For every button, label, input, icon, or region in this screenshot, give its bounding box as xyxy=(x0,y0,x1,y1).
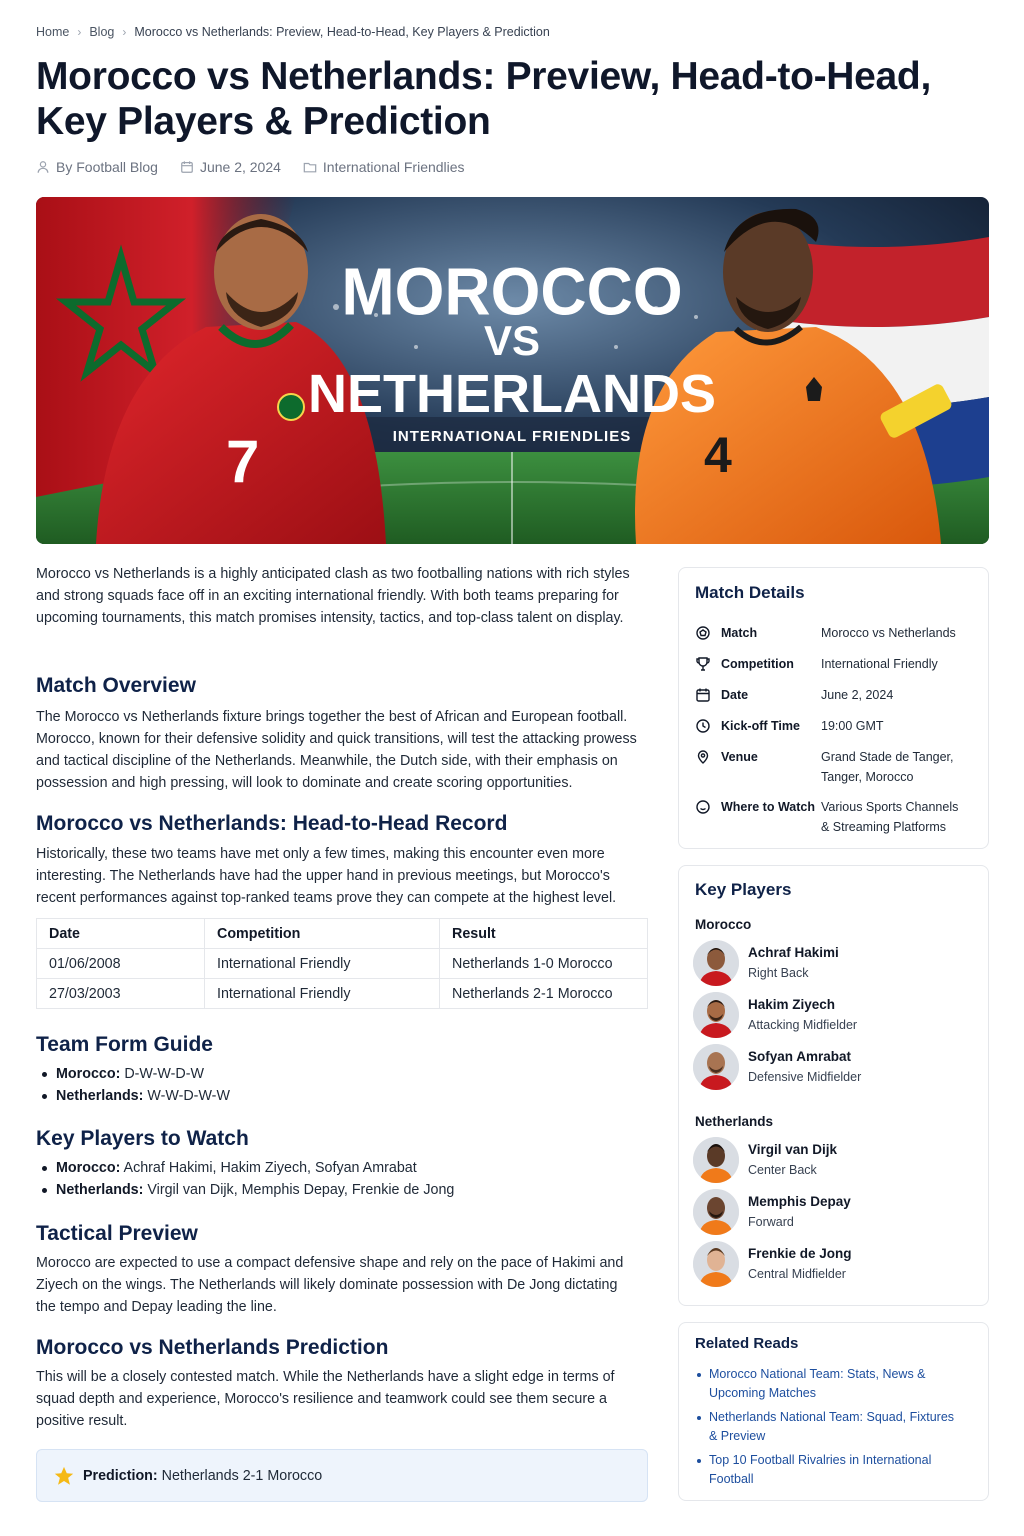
meta-author-text: By Football Blog xyxy=(56,159,158,175)
calendar-icon xyxy=(180,160,194,174)
related-reads-title: Related Reads xyxy=(695,1335,799,1352)
player-role: Central Midfielder xyxy=(748,1267,846,1281)
h2h-table xyxy=(36,918,648,1009)
hero-title-netherlands: NETHERLANDS xyxy=(307,364,717,424)
h2h-paragraph: Historically, these two teams have met only a few times, making this encounter even more interesting. The Netherlands have had the upper hand in previous meetings, but Morocco's recent performances against top-ranked teams prove they can compete at the highest level. xyxy=(36,846,617,906)
players-team-label: Morocco: xyxy=(56,1160,121,1176)
players-team-label: Netherlands: xyxy=(56,1182,144,1198)
heading-key-players-to-watch: Key Players to Watch xyxy=(36,1127,249,1150)
table-row xyxy=(37,949,648,979)
player-role: Defensive Midfielder xyxy=(748,1070,862,1084)
list-item xyxy=(42,1157,454,1179)
detail-value: Various Sports Channels & Streaming Platforms xyxy=(821,800,959,834)
detail-label: Venue xyxy=(721,750,758,764)
table-cell: International Friendly xyxy=(205,979,440,1009)
player-name: Memphis Depay xyxy=(748,1194,851,1209)
hero-title-morocco: MOROCCO xyxy=(341,254,683,329)
meta-category-text: International Friendlies xyxy=(322,159,465,175)
hero-title-vs: VS xyxy=(483,317,541,364)
form-value: D-W-W-D-W xyxy=(120,1066,204,1082)
heading-team-form: Team Form Guide xyxy=(36,1033,213,1056)
match-details-card xyxy=(678,567,989,849)
table-cell: 01/06/2008 xyxy=(37,949,205,979)
meta-category[interactable] xyxy=(303,159,465,175)
detail-label: Where to Watch xyxy=(721,800,815,814)
football-icon xyxy=(695,625,711,641)
meta-author xyxy=(36,159,158,175)
breadcrumb-current: Morocco vs Netherlands: Preview, Head-to-Head, Key Players & Prediction xyxy=(134,25,550,39)
breadcrumb xyxy=(36,25,550,39)
heading-match-overview: Match Overview xyxy=(36,674,196,697)
tv-icon xyxy=(695,799,711,815)
player-role: Attacking Midfielder xyxy=(748,1018,858,1032)
list-item xyxy=(42,1063,230,1085)
key-players-card xyxy=(678,865,989,1306)
player-card-depay[interactable] xyxy=(693,1189,851,1235)
prediction-callout xyxy=(36,1449,648,1502)
heading-tactical-preview: Tactical Preview xyxy=(36,1222,198,1245)
table-cell: International Friendly xyxy=(205,949,440,979)
table-header-date: Date xyxy=(37,919,205,949)
players-value: Virgil van Dijk, Memphis Depay, Frenkie de Jong xyxy=(143,1182,455,1198)
hero-banner xyxy=(36,197,989,544)
player-card-van-dijk[interactable] xyxy=(693,1137,837,1183)
avatar xyxy=(693,1137,739,1183)
post-meta xyxy=(36,159,465,175)
match-details-title: Match Details xyxy=(695,583,805,602)
clock-icon xyxy=(695,718,711,734)
breadcrumb-home-link[interactable]: Home xyxy=(36,25,70,39)
tactical-paragraph: Morocco are expected to use a compact defensive shape and rely on the pace of Hakimi and Ziyech on the wings. The Netherlands will likely dominate possession with De Jong dictating the tempo and Depay leading the line. xyxy=(36,1255,624,1315)
table-header-row xyxy=(37,919,648,949)
star-icon xyxy=(53,1465,75,1487)
detail-value: Grand Stade de Tanger, Tanger, Morocco xyxy=(821,750,954,784)
avatar xyxy=(693,1044,739,1090)
chevron-right-icon: › xyxy=(77,25,82,39)
detail-label: Competition xyxy=(721,657,794,671)
folder-icon xyxy=(303,160,317,174)
related-link[interactable]: Morocco National Team: Stats, News & Upcoming Matches xyxy=(709,1367,926,1400)
player-card-ziyech[interactable] xyxy=(693,992,857,1038)
table-header-result: Result xyxy=(440,919,648,949)
meta-date xyxy=(180,159,281,175)
heading-prediction: Morocco vs Netherlands Prediction xyxy=(36,1336,389,1359)
detail-row-match xyxy=(695,624,966,644)
hero-right-jersey-number: 4 xyxy=(704,427,732,483)
detail-row-date xyxy=(695,686,966,706)
hero-image xyxy=(36,197,989,544)
prediction-paragraph: This will be a closely contested match. While the Netherlands have a slight edge in terms of squad depth and experience, Morocco's resilience and teamwork could see them secure a positive result. xyxy=(36,1369,615,1429)
related-reads-card xyxy=(678,1322,989,1501)
detail-label: Kick-off Time xyxy=(721,719,800,733)
form-team-label: Morocco: xyxy=(56,1066,121,1082)
form-list xyxy=(36,1063,230,1107)
detail-row-kickoff xyxy=(695,717,966,737)
player-role: Right Back xyxy=(748,966,809,980)
player-card-amrabat[interactable] xyxy=(693,1044,861,1090)
intro-paragraph: Morocco vs Netherlands is a highly anticipated clash as two footballing nations with rich styles and strong squads face off in an exciting international friendly. With both teams preparing for upcoming tournaments, this match promises intensity, tactics, and top-class talent on display. xyxy=(36,566,630,626)
avatar xyxy=(693,992,739,1038)
trophy-icon xyxy=(695,656,711,672)
prediction-value: Netherlands 2-1 Morocco xyxy=(157,1467,323,1484)
hero-left-jersey-number: 7 xyxy=(226,428,260,495)
key-players-group-netherlands: Netherlands xyxy=(695,1114,774,1129)
hero-subtitle: INTERNATIONAL FRIENDLIES xyxy=(392,428,632,445)
detail-row-where-to-watch xyxy=(695,798,966,837)
table-cell: 27/03/2003 xyxy=(37,979,205,1009)
overview-paragraph: The Morocco vs Netherlands fixture brings together the best of African and European football. Morocco, known for their defensive solidity and quick transitions, will test the attacking prowess and tactical discipline of the Netherlands. Meanwhile, the Dutch side, with their emphasis on possession and high pressing, will look to dominate and create scoring opportunities. xyxy=(36,709,637,791)
list-item xyxy=(697,1365,959,1402)
table-cell: Netherlands 2-1 Morocco xyxy=(440,979,648,1009)
list-item xyxy=(42,1085,230,1107)
players-list xyxy=(36,1157,454,1201)
detail-value: June 2, 2024 xyxy=(821,688,894,702)
player-name: Virgil van Dijk xyxy=(748,1142,838,1157)
avatar xyxy=(693,940,739,986)
related-reads-list xyxy=(697,1365,959,1494)
breadcrumb-blog-link[interactable]: Blog xyxy=(89,25,115,39)
table-row xyxy=(37,979,648,1009)
list-item xyxy=(697,1451,959,1488)
related-link[interactable]: Netherlands National Team: Squad, Fixtures & Preview xyxy=(709,1410,955,1443)
form-team-label: Netherlands: xyxy=(56,1088,144,1104)
player-name: Sofyan Amrabat xyxy=(748,1049,852,1064)
detail-row-competition xyxy=(695,655,966,675)
heading-head-to-head: Morocco vs Netherlands: Head-to-Head Record xyxy=(36,812,508,835)
player-role: Center Back xyxy=(748,1163,817,1177)
table-header-competition: Competition xyxy=(205,919,440,949)
table-cell: Netherlands 1-0 Morocco xyxy=(440,949,648,979)
players-value: Achraf Hakimi, Hakim Ziyech, Sofyan Amrabat xyxy=(120,1160,417,1176)
detail-label: Date xyxy=(721,688,749,702)
avatar xyxy=(693,1189,739,1235)
detail-value: Morocco vs Netherlands xyxy=(821,626,956,640)
location-icon xyxy=(695,749,711,765)
key-players-title: Key Players xyxy=(695,880,792,899)
player-card-de-jong[interactable] xyxy=(693,1241,852,1287)
detail-value: 19:00 GMT xyxy=(821,719,884,733)
player-card-hakimi[interactable] xyxy=(693,940,839,986)
player-name: Frenkie de Jong xyxy=(748,1246,852,1261)
player-name: Achraf Hakimi xyxy=(748,945,839,960)
list-item xyxy=(42,1179,454,1201)
player-role: Forward xyxy=(748,1215,794,1229)
page-title: Morocco vs Netherlands: Preview, Head-to-Head, Key Players & Prediction xyxy=(36,55,931,143)
avatar xyxy=(693,1241,739,1287)
chevron-right-icon: › xyxy=(122,25,127,39)
detail-row-venue xyxy=(695,748,966,787)
user-icon xyxy=(36,160,50,174)
key-players-group-morocco: Morocco xyxy=(695,917,752,932)
calendar-icon xyxy=(695,687,711,703)
prediction-label: Prediction: xyxy=(83,1467,158,1484)
prediction-result xyxy=(83,1468,322,1484)
detail-label: Match xyxy=(721,626,758,640)
form-value: W-W-D-W-W xyxy=(143,1088,230,1104)
meta-date-text: June 2, 2024 xyxy=(199,159,281,175)
detail-value: International Friendly xyxy=(821,657,938,671)
related-link[interactable]: Top 10 Football Rivalries in International Football xyxy=(709,1453,932,1486)
player-name: Hakim Ziyech xyxy=(748,997,836,1012)
list-item xyxy=(697,1408,959,1445)
